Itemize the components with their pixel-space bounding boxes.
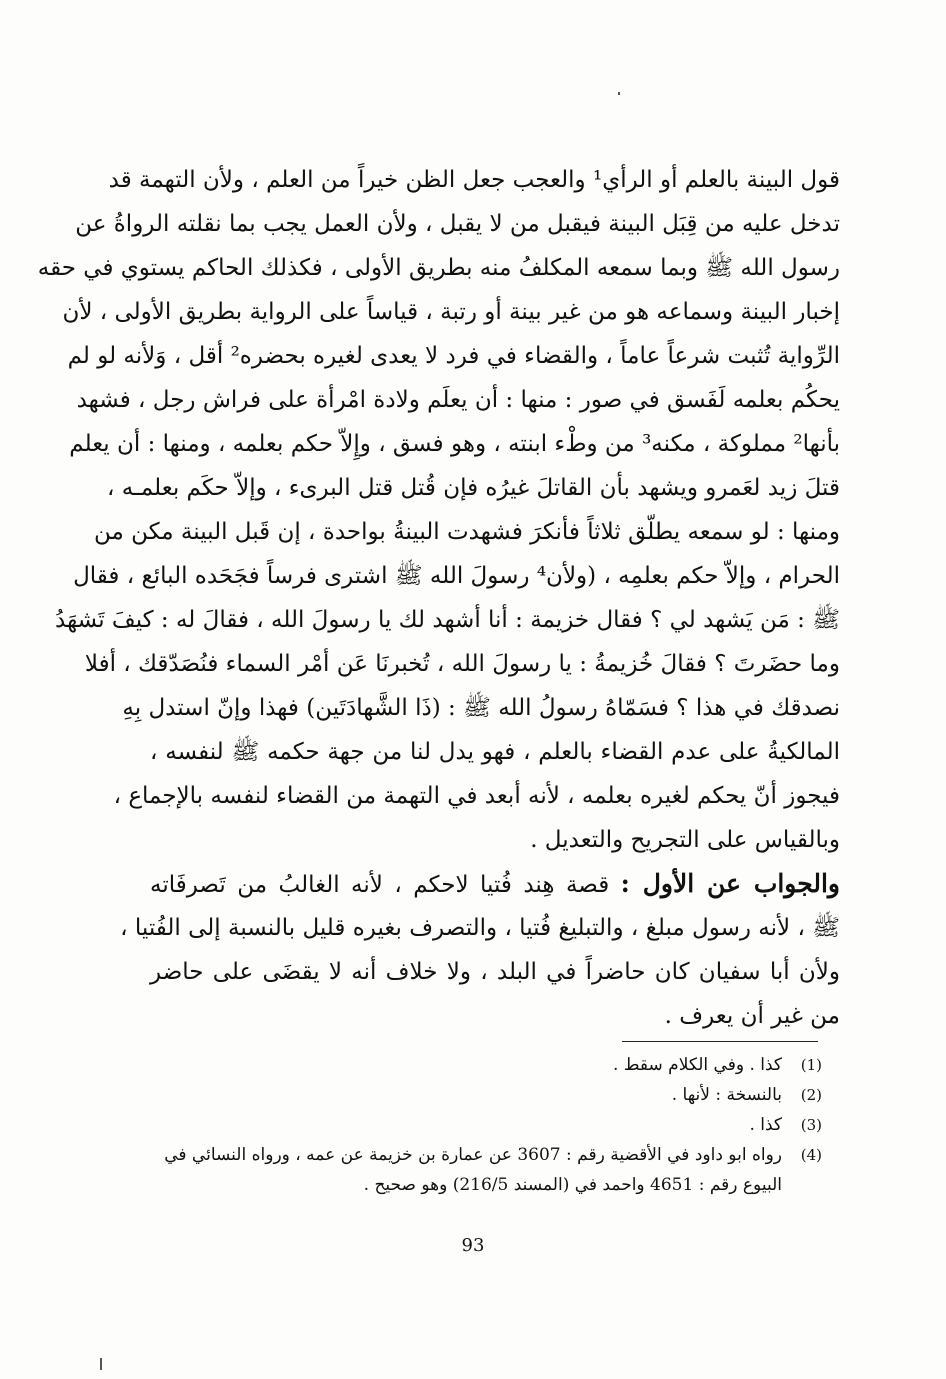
text-line: قتلَ زيد لعَمرو ويشهد بأن القاتلَ غيرُه فإن قُتل قتل البرىء ، وإلاّ حكَم بعلمـه ، <box>107 475 840 501</box>
text-line: وبالقياس على التجريح والتعديل . <box>530 827 840 853</box>
text-line: فيجوز أنّ يحكم لغيره بعلمه ، لأنه أبعد في التهمة من القضاء لنفسه بالإجماع ، <box>113 783 840 809</box>
answer-heading: والجواب عن الأول : <box>620 869 840 898</box>
text-line: نصدقك في هذا ؟ فسَمّاهُ رسولُ الله ﷺ : (ذَا الشَّهادَتَين) فهذا وإنّ استدل بِهِ <box>122 695 840 721</box>
footnote-text: رواه ابو داود في الأقضية رقم : 3607 عن عمارة بن خزيمة عن عمه ، ورواه النسائي في <box>164 1145 782 1165</box>
text-line: تدخل عليه من قِبَل البينة فيقبل من لا يقبل ، ولأن العمل يجب بما نقلته الرواةُ عن <box>75 211 840 237</box>
text-line: وما حضَرتَ ؟ فقالَ خُزيمةُ : يا رسولَ الله ، تُخبرنَا عَن أمْر السماء فنُصَدّقك ، أفلا <box>84 651 840 677</box>
text-line: ومنها : لو سمعه يطلّق ثلاثاً فأنكرَ فشهدت البينةُ بواحدة ، إن قَبل البينة مكن من <box>93 519 840 545</box>
text-line: يحكُم بعلمه لَفَسق في صور : منها : أن يعلَم ولادة امْرأة على فراش رجل ، فشهد <box>76 387 840 413</box>
footnote <box>150 1110 822 1140</box>
footnote-text: كذا . <box>749 1115 782 1135</box>
footnote-number: (1) <box>800 1056 822 1074</box>
text-line: الحرام ، وإلاّ حكم بعلمِه ، (ولأن⁴ رسولَ الله ﷺ اشترى فرساً فجَحَده البائع ، فقال <box>73 563 840 589</box>
footnotes <box>150 1050 822 1200</box>
footnote <box>150 1080 822 1110</box>
footnote-text: كذا . وفي الكلام سقط . <box>612 1055 782 1075</box>
scan-speck <box>618 92 620 95</box>
footnote-number: (3) <box>800 1116 822 1134</box>
text-line: الرِّواية تُثبت شرعاً عاماً ، والقضاء في فرد لا يعدى لغيره بحضره² أقل ، وَلأنه لو لم <box>67 343 840 369</box>
text-line: بأنها² مملوكة ، مكنه³ من وطْء ابنته ، وهو فسق ، وإِلاّ حكم بعلمه ، ومنها : أن يعلم <box>69 431 840 457</box>
footnote-text: البيوع رقم : 4651 واحمد في (المسند 216/5) وهو صحيح . <box>363 1175 782 1195</box>
text-line: إخبار البينة وسماعه هو من غير بينة أو رتبة ، قياساً على الرواية بطريق الأولى ، لأن <box>62 299 840 325</box>
footnote <box>150 1170 822 1200</box>
footnote-number: (4) <box>800 1146 822 1164</box>
main-text <box>37 158 840 1038</box>
footnote <box>150 1140 822 1170</box>
page-number: 93 <box>461 1235 485 1256</box>
text-line: ولأن أبا سفيان كان حاضراً في البلد ، ولا خلاف أنه لا يقضَى على حاضر <box>150 959 840 985</box>
footnote-number: (2) <box>800 1086 822 1104</box>
text-line: ﷺ : مَن يَشهد لي ؟ فقال خزيمة : أنا أشهد لك يا رسولَ الله ، فقالَ له : كيفَ تَشهَدُ <box>55 607 840 633</box>
footnote-separator <box>622 1041 818 1042</box>
text-line: قول البينة بالعلم أو الرأي¹ والعجب جعل الظن خيراً من العلم ، ولأن التهمة قد <box>108 167 840 193</box>
text-line: المالكيةُ على عدم القضاء بالعلم ، فهو يدل لنا من جهة حكمه ﷺ لنفسه ، <box>150 739 840 765</box>
footnote <box>150 1050 822 1080</box>
scan-speck <box>100 1358 102 1370</box>
answer-text: قصة هِند فُتيا لاحكم ، لأنه الغالبُ من تَصرفَاته <box>150 872 610 898</box>
text-line: من غير أن يعرف . <box>664 1003 840 1029</box>
text-line <box>150 862 840 906</box>
footnote-text: بالنسخة : لأنها . <box>671 1085 782 1105</box>
text-line: رسول الله ﷺ وبما سمعه المكلفُ منه بطريق الأولى ، فكذلك الحاكم يستوي في حقه <box>37 255 840 281</box>
text-line: ﷺ ، لأنه رسول مبلغ ، والتبليغ فُتيا ، والتصرف بغيره قليل بالنسبة إلى الفُتيا ، <box>120 915 840 941</box>
